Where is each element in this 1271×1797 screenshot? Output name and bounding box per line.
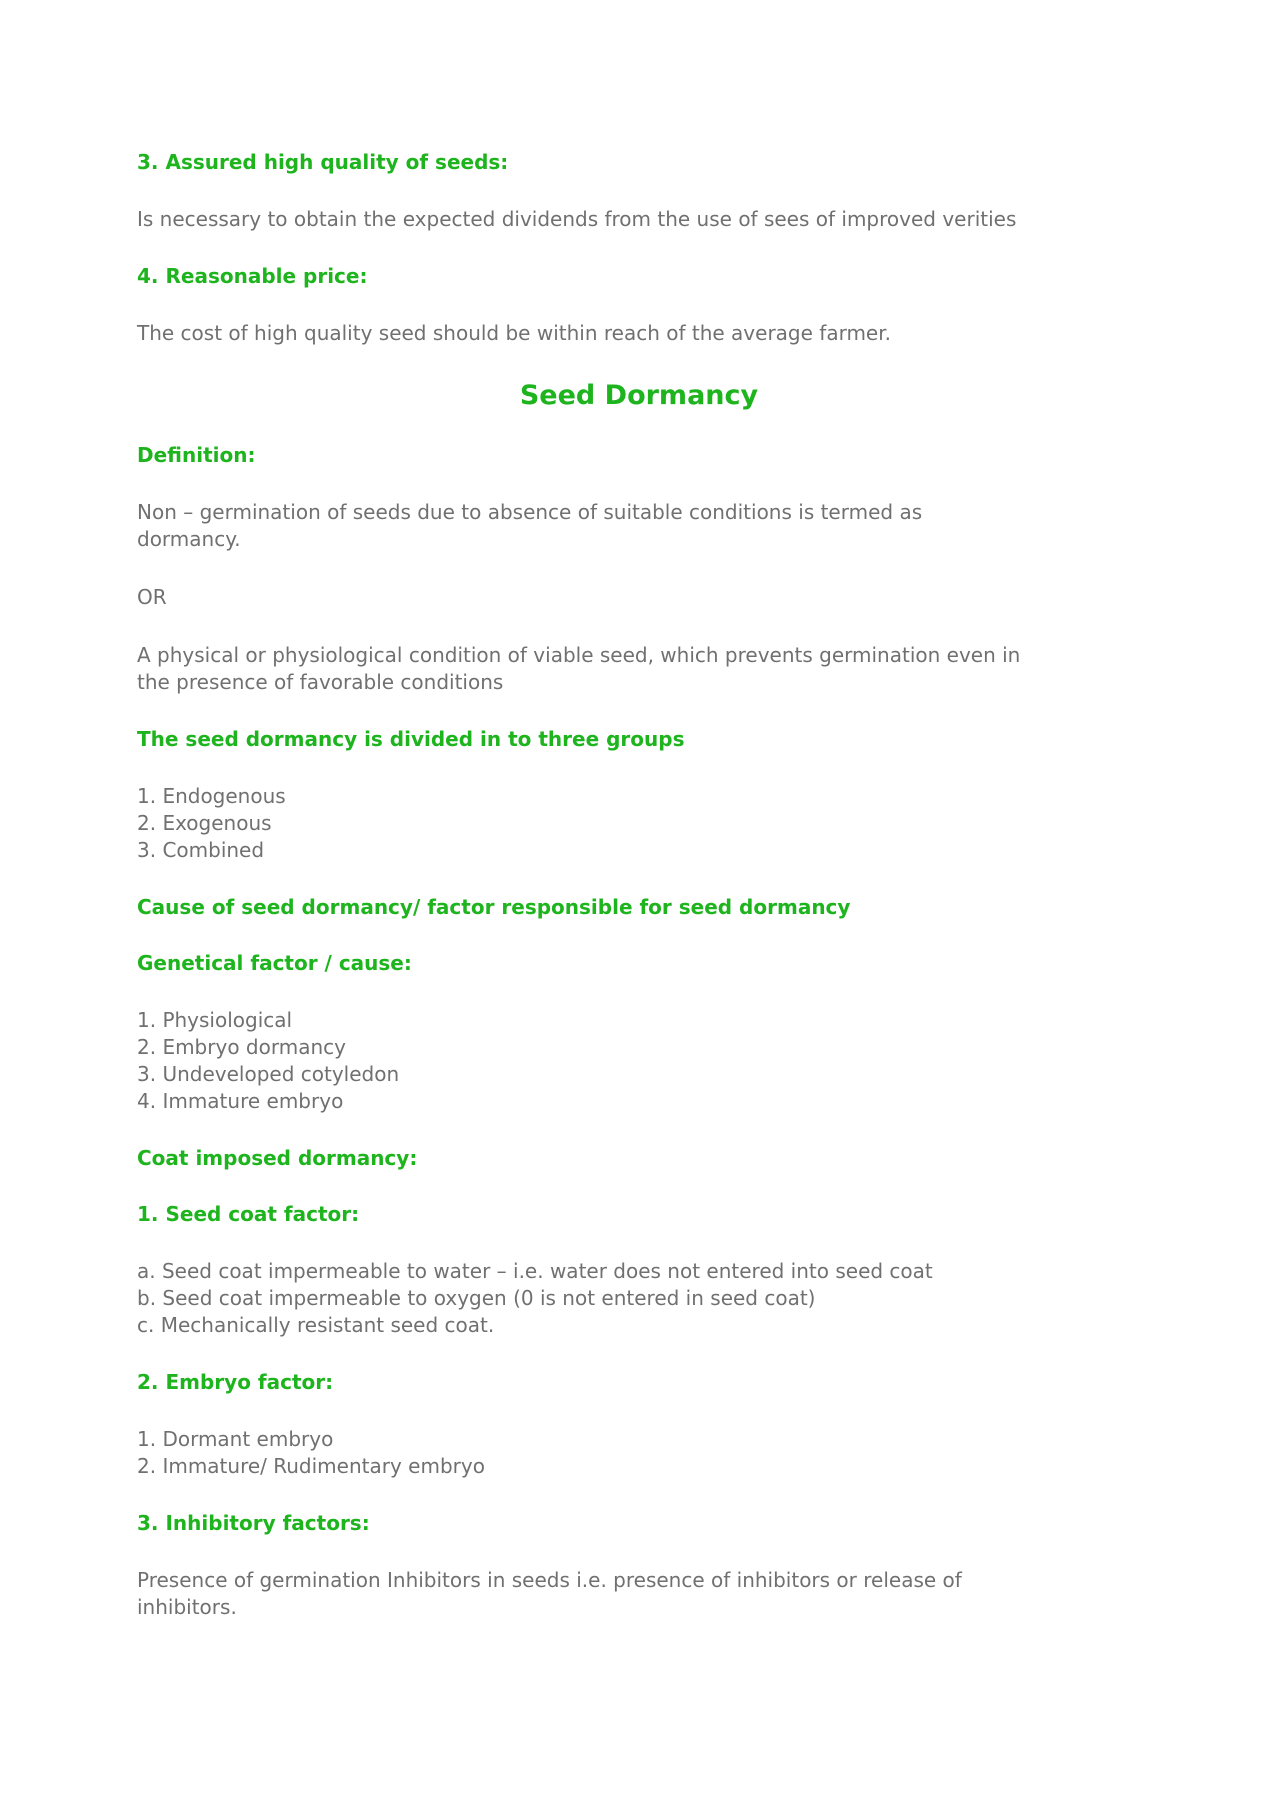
list-item: 2. Exogenous [137, 811, 272, 835]
text-line: inhibitors. [137, 1595, 237, 1619]
text-line: Is necessary to obtain the expected dividends from the use of sees of improved verities [137, 207, 1017, 231]
list-item: 2. Embryo dormancy [137, 1035, 346, 1059]
body-paragraph [137, 320, 1141, 347]
list-item: 3. Undeveloped cotyledon [137, 1062, 400, 1086]
body-paragraph [137, 1567, 1141, 1621]
list-item: 2. Immature/ Rudimentary embryo [137, 1454, 485, 1478]
list-item: c. Mechanically resistant seed coat. [137, 1313, 495, 1337]
list-embryo-factors [137, 1426, 1141, 1480]
list-item: 1. Physiological [137, 1008, 293, 1032]
text-line: Presence of germination Inhibitors in seeds i.e. presence of inhibitors or release of [137, 1568, 962, 1592]
doc-title-seed-dormancy: Seed Dormancy [519, 380, 759, 411]
text-line: Non – germination of seeds due to absence of suitable conditions is termed as [137, 500, 923, 524]
body-paragraph [137, 206, 1141, 233]
text-line: the presence of favorable conditions [137, 670, 504, 694]
section-heading-embryo-factor: 2. Embryo factor: [137, 1370, 334, 1394]
body-paragraph [137, 642, 1141, 696]
list-dormancy-groups [137, 783, 1141, 864]
section-heading-definition: Definition: [137, 443, 256, 467]
list-item: b. Seed coat impermeable to oxygen (0 is not entered in seed coat) [137, 1286, 816, 1310]
section-heading-seed-coat-factor: 1. Seed coat factor: [137, 1202, 360, 1226]
text-line: dormancy. [137, 527, 241, 551]
text-line: A physical or physiological condition of viable seed, which prevents germination even in [137, 643, 1021, 667]
text-line: OR [137, 585, 167, 609]
list-genetical-factors [137, 1007, 1141, 1115]
body-paragraph-or [137, 584, 1141, 611]
section-heading-genetical-factor: Genetical factor / cause: [137, 951, 412, 975]
section-heading-reasonable-price: 4. Reasonable price: [137, 264, 368, 288]
body-paragraph [137, 499, 1141, 553]
section-heading-cause-of-dormancy: Cause of seed dormancy/ factor responsible for seed dormancy [137, 895, 851, 919]
list-seed-coat-factors [137, 1258, 1141, 1339]
list-item: a. Seed coat impermeable to water – i.e. water does not entered into seed coat [137, 1259, 933, 1283]
text-line: The cost of high quality seed should be within reach of the average farmer. [137, 321, 891, 345]
list-item: 4. Immature embryo [137, 1089, 344, 1113]
section-heading-assured-quality: 3. Assured high quality of seeds: [137, 150, 509, 174]
list-item: 1. Dormant embryo [137, 1427, 334, 1451]
list-item: 1. Endogenous [137, 784, 286, 808]
section-heading-coat-imposed: Coat imposed dormancy: [137, 1146, 418, 1170]
section-heading-three-groups: The seed dormancy is divided in to three groups [137, 727, 685, 751]
section-heading-inhibitory-factors: 3. Inhibitory factors: [137, 1511, 370, 1535]
list-item: 3. Combined [137, 838, 265, 862]
